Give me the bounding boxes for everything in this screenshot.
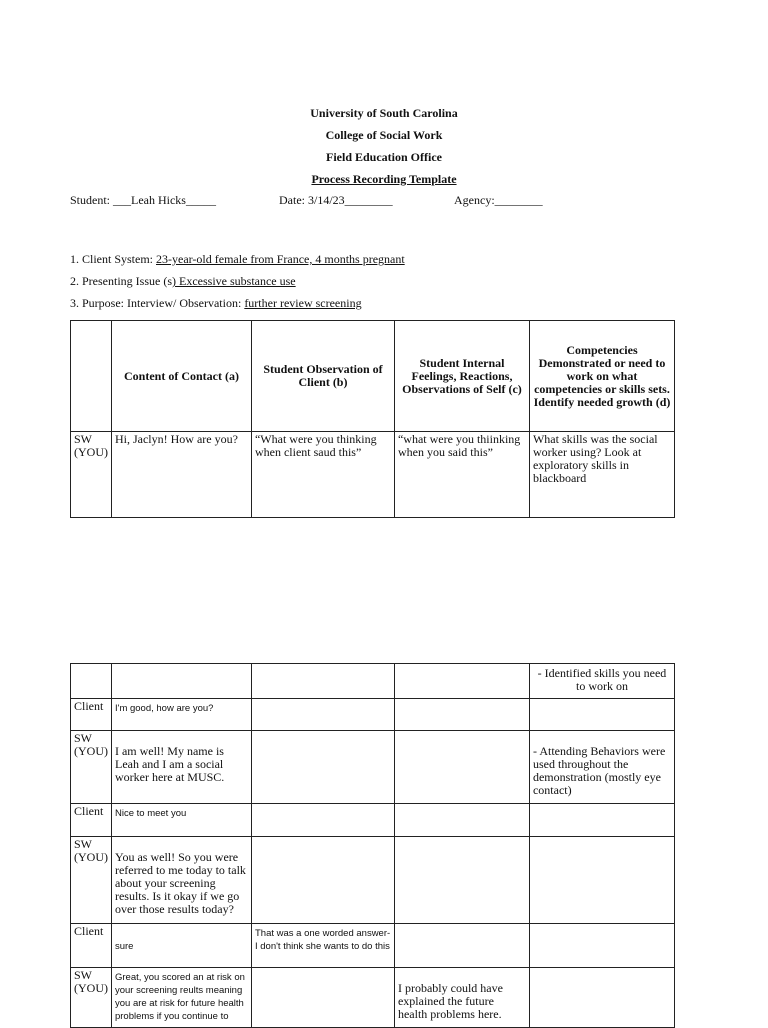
client-system-label: 1. Client System: — [70, 252, 157, 266]
cell-feelings — [394, 699, 529, 731]
purpose-value: further review screening — [244, 296, 362, 310]
row-speaker: SW (YOU) — [71, 432, 112, 518]
cell-content: I'm good, how are you? — [111, 699, 251, 731]
table-row — [71, 837, 675, 924]
presenting-issue-label: 2. Presenting Issue (s — [70, 274, 172, 288]
cell-speaker: Client — [71, 804, 112, 837]
cell-speaker: Client — [71, 924, 112, 968]
template-title: Process Recording Template — [311, 172, 457, 186]
cell-content: Nice to meet you — [111, 804, 251, 837]
office-heading: Field Education Office — [326, 150, 442, 164]
client-system-value: 23-year-old female from France, 4 months pregnant — [156, 252, 405, 266]
cell-feelings — [394, 837, 529, 924]
purpose-label: 3. Purpose: Interview/ Observation: — [70, 296, 245, 310]
cell-feelings: I probably could have explained the future health problems here. — [394, 968, 529, 1028]
college-heading: College of Social Work — [325, 128, 443, 142]
cell-competencies — [529, 968, 674, 1028]
university-heading: University of South Carolina — [310, 106, 458, 120]
process-recording-table-continued — [70, 663, 675, 1028]
header-content: Content of Contact (a) — [111, 321, 251, 432]
row-content: Hi, Jaclyn! How are you? — [111, 432, 251, 518]
cell-content: Great, you scored an at risk on your screening reults meaning you are at risk for future health problems if you continue to — [111, 968, 251, 1028]
cell-observation — [251, 837, 394, 924]
cell-feelings — [394, 804, 529, 837]
cell-feelings — [394, 924, 529, 968]
process-recording-table-header — [70, 320, 675, 518]
table-row — [71, 804, 675, 837]
row-competencies: What skills was the social worker using? Look at exploratory skills in blackboard — [529, 432, 674, 518]
cell-speaker: SW (YOU) — [71, 968, 112, 1028]
cell-competencies — [529, 804, 674, 837]
cell-observation: That was a one worded answer- I don't think she wants to do this — [251, 924, 394, 968]
cell-observation — [251, 699, 394, 731]
cell-content: I am well! My name is Leah and I am a social worker here at MUSC. — [111, 731, 251, 804]
table-row — [71, 699, 675, 731]
cell-feelings — [394, 731, 529, 804]
cell-content — [111, 664, 251, 699]
cell-speaker — [71, 664, 112, 699]
cell-observation — [251, 731, 394, 804]
cell-observation — [251, 664, 394, 699]
cell-observation — [251, 968, 394, 1028]
cell-competencies: - Attending Behaviors were used throughout the demonstration (mostly eye contact) — [529, 731, 674, 804]
cell-competencies — [529, 924, 674, 968]
client-system-item — [70, 252, 405, 267]
presenting-issue-value: ) Excessive substance use — [172, 274, 296, 288]
cell-content: sure — [111, 924, 251, 968]
date-field: Date: 3/14/23________ — [279, 193, 393, 207]
header-speaker — [71, 321, 112, 432]
header-feelings: Student Internal Feelings, Reactions, Observations of Self (c) — [394, 321, 529, 432]
row-feelings: “what were you thiinking when you said this” — [394, 432, 529, 518]
row-observation: “What were you thinking when client saud this” — [251, 432, 394, 518]
cell-content: You as well! So you were referred to me today to talk about your screening results. Is it okay if we go over those results today? — [111, 837, 251, 924]
table-row — [71, 664, 675, 699]
cell-speaker: Client — [71, 699, 112, 731]
cell-competencies — [529, 837, 674, 924]
table-row — [71, 968, 675, 1028]
purpose-item — [70, 296, 362, 311]
table-row — [71, 731, 675, 804]
student-field: Student: ___Leah Hicks_____ — [70, 193, 216, 207]
table-row — [71, 924, 675, 968]
cell-speaker: SW (YOU) — [71, 731, 112, 804]
cell-feelings — [394, 664, 529, 699]
cell-competencies: - Identified skills you need to work on — [529, 664, 674, 699]
header-observation: Student Observation of Client (b) — [251, 321, 394, 432]
cell-competencies — [529, 699, 674, 731]
header-competencies: Competencies Demonstrated or need to work on what competencies or skills sets. Identify needed growth (d) — [529, 321, 674, 432]
agency-field: Agency:________ — [454, 193, 543, 207]
cell-speaker: SW (YOU) — [71, 837, 112, 924]
presenting-issue-item — [70, 274, 296, 289]
cell-observation — [251, 804, 394, 837]
